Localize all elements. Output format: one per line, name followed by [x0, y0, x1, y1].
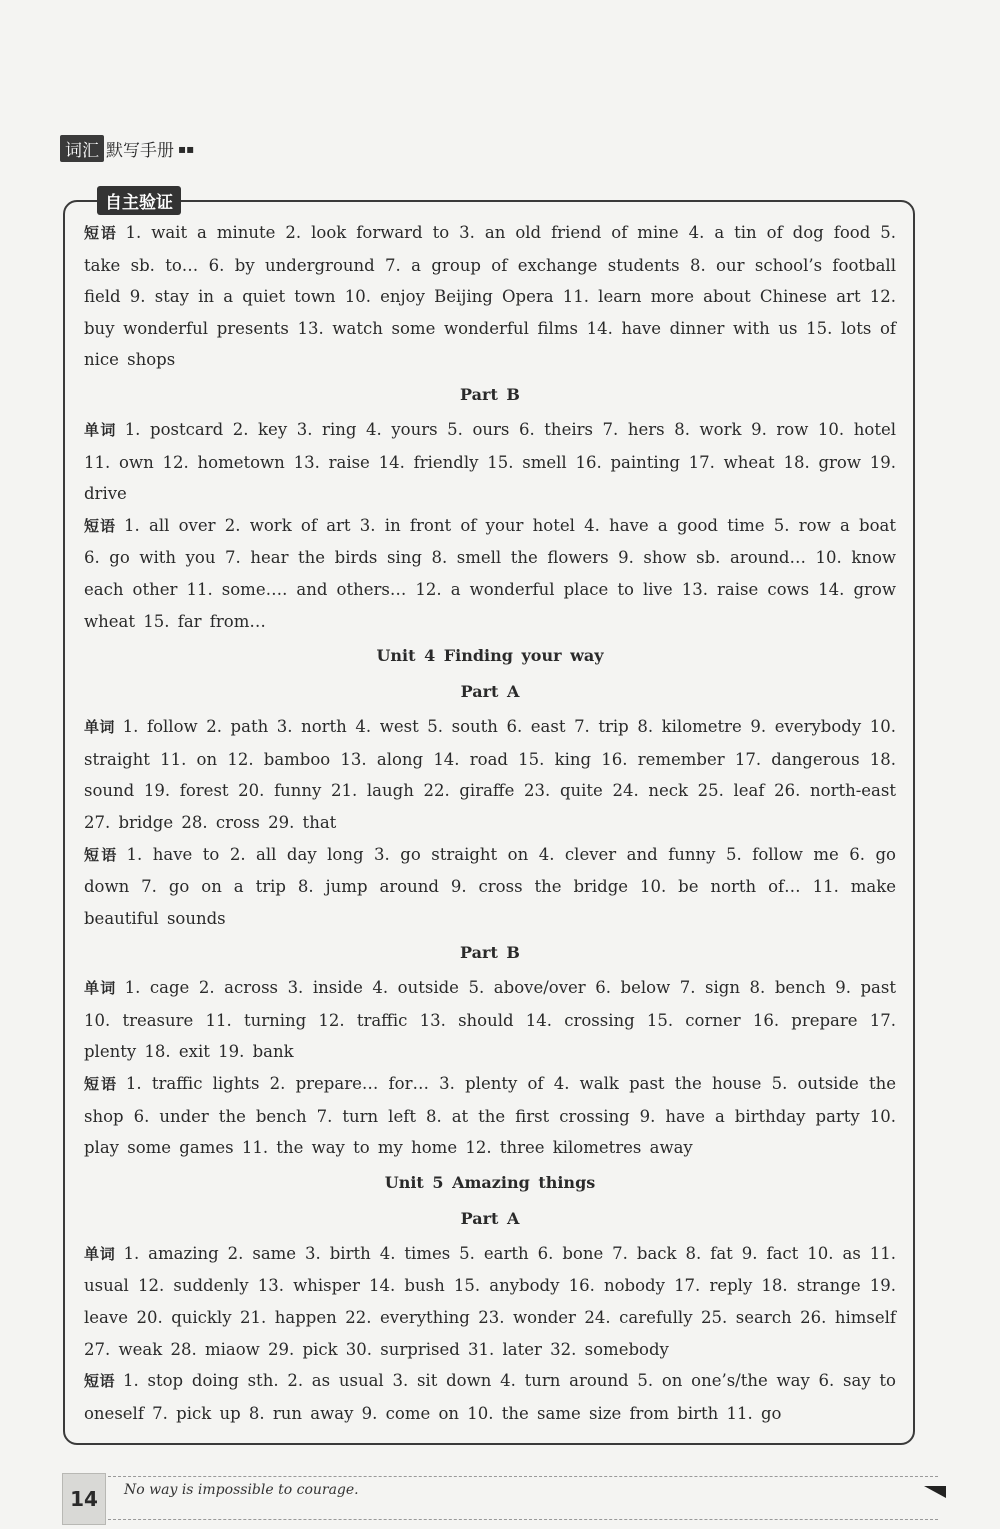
- header-title: 默写手册: [106, 141, 174, 161]
- paragraph-text: 1. stop doing sth. 2. as usual 3. sit down 4. turn around 5. on one’s/the way 6. say to oneself 7. pick up 8. run away 9. come on 10. the same size from birth 11. go: [84, 1371, 896, 1423]
- paragraph-label: 单词: [84, 979, 117, 998]
- paragraph-text: 1. wait a minute 2. look forward to 3. an old friend of mine 4. a tin of dog food 5. take sb. to… 6. by underground 7. a group of exchange students 8. our school’s football field 9. stay in a quiet town 10. enjoy Beijing Opera 11. learn more about Chinese art 12. buy wonderful presents 13. watch some wonderful films 14. have dinner with us 15. lots of nice shops: [84, 223, 896, 370]
- section-heading: Unit 4 Finding your way: [376, 646, 604, 666]
- paragraph-text: 1. amazing 2. same 3. birth 4. times 5. earth 6. bone 7. back 8. fat 9. fact 10. as 11. usual 12. suddenly 13. whisper 14. bush 15. anybody 16. nobody 17. reply 18. strange 19. leave 20. quickly 21. happen 22. everything 23. wonder 24. carefully 25. search 26. himself 27. weak 28. miaow 29. pick 30. surprised 31. later 32. somebody: [84, 1243, 896, 1359]
- paragraph-label: 短语: [84, 1372, 116, 1391]
- paragraph-text: 1. cage 2. across 3. inside 4. outside 5. above/over 6. below 7. sign 8. bench 9. past 10. treasure 11. turning 12. traffic 13. should 14. crossing 15. corner 16. prepare 17. plenty 18. exit 19. bank: [84, 978, 896, 1062]
- paragraph-label: 短语: [84, 845, 119, 864]
- answer-paragraph: [84, 414, 896, 510]
- answer-paragraph: [84, 711, 896, 838]
- page-number: 14: [62, 1473, 106, 1525]
- paragraph-label: 短语: [84, 1075, 118, 1094]
- corner-arrow-icon: [924, 1486, 946, 1498]
- paragraph-text: 1. follow 2. path 3. north 4. west 5. south 6. east 7. trip 8. kilometre 9. everybody 10. straight 11. on 12. bamboo 13. along 14. road 15. king 16. remember 17. dangerous 18. sound 19. forest 20. funny 21. laugh 22. giraffe 23. quite 24. neck 25. leaf 26. north-east 27. bridge 28. cross 29. that: [84, 717, 896, 832]
- answer-paragraph: [84, 1365, 896, 1429]
- header-decoration: ▪▪: [178, 141, 195, 156]
- paragraph-label: 短语: [84, 516, 116, 535]
- section-heading: Part B: [460, 943, 520, 963]
- answer-paragraph: [84, 217, 896, 376]
- paragraph-text: 1. all over 2. work of art 3. in front of your hotel 4. have a good time 5. row a boat 6. go with you 7. hear the birds sing 8. smell the flowers 9. show sb. around… 10. know each other 11. some…. and others… 12. a wonderful place to live 13. raise cows 14. grow wheat 15. far from…: [84, 515, 896, 631]
- section-heading: Part A: [460, 1208, 520, 1228]
- paragraph-text: 1. traffic lights 2. prepare… for… 3. plenty of 4. walk past the house 5. outside the shop 6. under the bench 7. turn left 8. at the first crossing 9. have a birthday party 10. play some games 11. the way to my home 12. three kilometres away: [84, 1074, 896, 1158]
- paragraph-text: 1. postcard 2. key 3. ring 4. yours 5. ours 6. theirs 7. hers 8. work 9. row 10. hotel 11. own 12. hometown 13. raise 14. friendly 15. smell 16. painting 17. wheat 18. grow 19. drive: [84, 419, 896, 504]
- paragraph-text: 1. have to 2. all day long 3. go straight on 4. clever and funny 5. follow me 6. go down 7. go on a trip 8. jump around 9. cross the bridge 10. be north of… 11. make beautiful sounds: [84, 844, 896, 928]
- book-header: [60, 135, 194, 162]
- paragraph-label: 单词: [84, 420, 117, 439]
- header-box-title: 词汇: [60, 135, 104, 162]
- answer-paragraph: [84, 510, 896, 637]
- answer-paragraph: [84, 1068, 896, 1164]
- paragraph-label: 单词: [84, 718, 115, 737]
- paragraph-label: 短语: [84, 224, 118, 242]
- section-heading: Part B: [460, 384, 520, 404]
- section-tag: 自主验证: [97, 186, 181, 215]
- answer-paragraph: [84, 972, 896, 1068]
- answer-content: [84, 217, 896, 1429]
- section-heading: Part A: [460, 682, 520, 702]
- footer-motto: No way is impossible to courage.: [124, 1482, 359, 1498]
- answer-paragraph: [84, 1238, 896, 1365]
- answer-paragraph: [84, 839, 896, 935]
- paragraph-label: 单词: [84, 1244, 116, 1263]
- section-heading: Unit 5 Amazing things: [384, 1172, 596, 1192]
